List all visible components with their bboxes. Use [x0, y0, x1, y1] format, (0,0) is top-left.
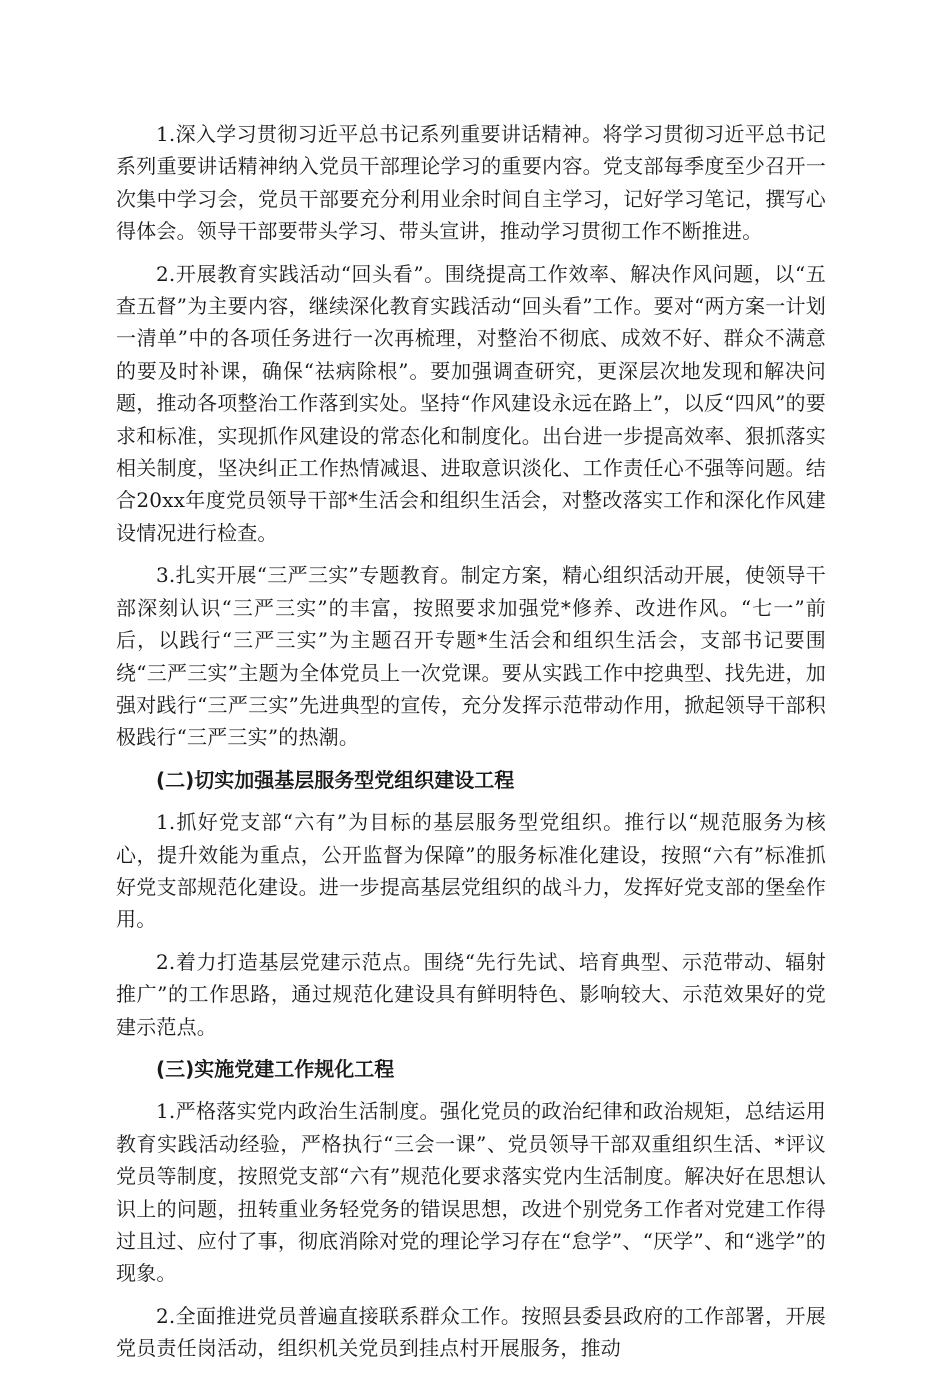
paragraph-look-back: 2.开展教育实践活动“回头看”。围绕提高工作效率、解决作风问题，以“五查五督”为主要内容，继续深化教育实践活动“回头看”工作。要对“两方案一计划一清单”中的各项任务进行一次再梳理，对整治不彻底、成效不好、群众不满意的要及时补课，确保“祛病除根”。要加强调查研究，更深层次地发现和解决问题，推动各项整治工作落到实处。坚持“作风建设永远在路上”，以反“四风”的要求和标准，实现抓作风建设的常态化和制度化。出台进一步提高效率、狠抓落实相关制度，坚决纠正工作热情减退、进取意识淡化、工作责任心不强等问题。结合20xx年度党员领导干部*生活会和组织生活会，对整改落实工作和深化作风建设情况进行检查。 [116, 261, 826, 545]
paragraph-study-speeches: 1.深入学习贯彻习近平总书记系列重要讲话精神。将学习贯彻习近平总书记系列重要讲话精神纳入党员干部理论学习的重要内容。党支部每季度至少召开一次集中学习会，党员干部要充分利用业余时间自主学习，记好学习笔记，撰写心得体会。领导干部要带头学习、带头宣讲，推动学习贯彻工作不断推进。 [116, 122, 826, 244]
document-body [116, 118, 826, 1375]
paragraph-demonstration-sites: 2.着力打造基层党建示范点。围绕“先行先试、培育典型、示范带动、辐射推广”的工作思路，通过规范化建设具有鲜明特色、影响较大、示范效果好的党建示范点。 [116, 949, 826, 1039]
paragraph-six-haves: 1.抓好党支部“六有”为目标的基层服务型党组织。推行以“规范服务为核心，提升效能为重点，公开监督为保障”的服务标准化建设，按照“六有”标准抓好党支部规范化建设。进一步提高基层党组织的战斗力，发挥好党支部的堡垒作用。 [116, 810, 826, 932]
section-heading-standardization: (三)实施党建工作规化工程 [156, 1056, 395, 1081]
paragraph-contact-masses: 2.全面推进党员普遍直接联系群众工作。按照县委县政府的工作部署，开展党员责任岗活动，组织机关党员到挂点村开展服务，推动 [116, 1303, 826, 1361]
section-heading-service-party-org: (二)切实加强基层服务型党组织建设工程 [156, 767, 515, 792]
paragraph-three-strict-three-solid: 3.扎实开展“三严三实”专题教育。制定方案，精心组织活动开展，使领导干部深刻认识“三严三实”的丰富，按照要求加强党*修养、改进作风。“七一”前后，以践行“三严三实”为主题召开专题*生活会和组织生活会，支部书记要围绕“三严三实”主题为全体党员上一次党课。要从实践工作中挖典型、找先进，加强对践行“三严三实”先进典型的宣传，充分发挥示范带动作用，掀起领导干部积极践行“三严三实”的热潮。 [116, 563, 826, 750]
paragraph-party-life-system: 1.严格落实党内政治生活制度。强化党员的政治纪律和政治规矩，总结运用教育实践活动经验，严格执行“三会一课”、党员领导干部双重组织生活、*评议党员等制度，按照党支部“六有”规范化要求落实党内生活制度。解决好在思想认识上的问题，扭转重业务轻党务的错误思想，改进个别党务工作者对党建工作得过且过、应付了事，彻底消除对党的理论学习存在“怠学”、“厌学”、和“逃学”的现象。 [116, 1099, 826, 1286]
